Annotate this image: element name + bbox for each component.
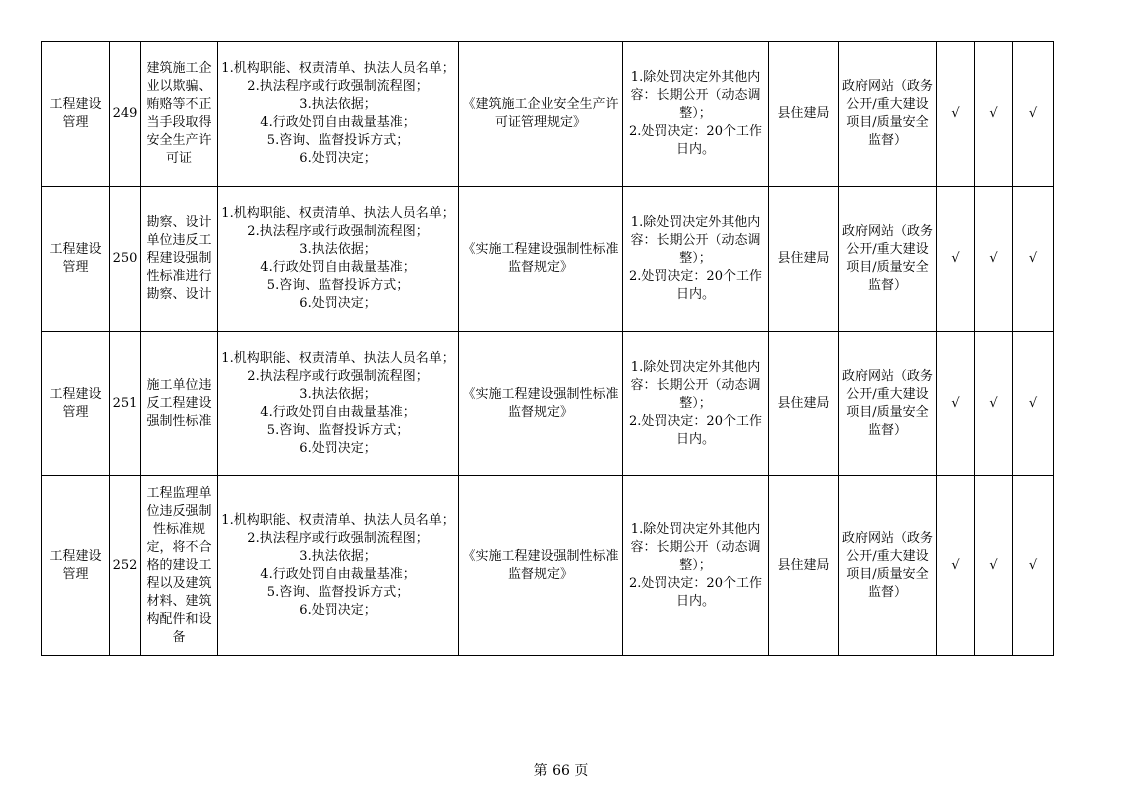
subject-cell: 县住建局 <box>769 42 839 187</box>
content-line: 3.执法依据； <box>299 97 377 112</box>
content-line: 6.处罚决定； <box>299 602 377 618</box>
period-line: 2.处罚决定：20个工作日内。 <box>629 124 762 157</box>
content-line: 2.执法程序或行政强制流程图； <box>247 224 429 239</box>
table-row <box>42 476 1054 656</box>
content-line: 3.执法依据； <box>299 386 377 402</box>
check-cell: √ <box>975 187 1013 332</box>
number-cell: 251 <box>110 332 141 476</box>
period-line: 1.除处罚决定外其他内容：长期公开（动态调整）； <box>630 215 761 266</box>
category-cell: 工程建设管理 <box>42 476 110 656</box>
period-line: 2.处罚决定：20个工作日内。 <box>629 413 762 447</box>
subject-cell: 县住建局 <box>769 187 839 332</box>
channel-cell: 政府网站（政务公开/重大建设项目/质量安全监督） <box>839 476 937 656</box>
period-cell <box>623 476 769 656</box>
table-row <box>42 332 1054 476</box>
subject-cell: 县住建局 <box>769 476 839 656</box>
basis-cell: 《实施工程建设强制性标准监督规定》 <box>459 332 623 476</box>
item-cell: 建筑施工企业以欺骗、贿赂等不正当手段取得安全生产许可证 <box>141 42 218 187</box>
number-cell: 250 <box>110 187 141 332</box>
channel-cell: 政府网站（政务公开/重大建设项目/质量安全监督） <box>839 42 937 187</box>
period-cell <box>623 42 769 187</box>
check-cell: √ <box>937 42 975 187</box>
item-cell: 施工单位违反工程建设强制性标准 <box>141 332 218 476</box>
content-line: 5.咨询、监督投诉方式； <box>266 584 410 600</box>
content-line: 1.机构职能、权责清单、执法人员名单； <box>221 206 455 221</box>
disclosure-table <box>41 41 1054 656</box>
table-row <box>42 42 1054 187</box>
check-cell: √ <box>1013 476 1054 656</box>
content-line: 1.机构职能、权责清单、执法人员名单； <box>221 61 455 76</box>
content-line: 3.执法依据； <box>299 242 377 257</box>
basis-cell: 《实施工程建设强制性标准监督规定》 <box>459 476 623 656</box>
number-cell: 249 <box>110 42 141 187</box>
channel-cell: 政府网站（政务公开/重大建设项目/质量安全监督） <box>839 187 937 332</box>
item-cell: 勘察、设计单位违反工程建设强制性标准进行勘察、设计 <box>141 187 218 332</box>
table-row <box>42 187 1054 332</box>
page-number: 第 66 页 <box>533 763 589 779</box>
content-cell <box>218 332 459 476</box>
content-line: 5.咨询、监督投诉方式； <box>266 422 410 438</box>
check-cell: √ <box>937 476 975 656</box>
check-cell: √ <box>975 42 1013 187</box>
content-line: 6.处罚决定； <box>299 151 377 166</box>
category-cell: 工程建设管理 <box>42 332 110 476</box>
period-line: 1.除处罚决定外其他内容：长期公开（动态调整）； <box>630 521 761 573</box>
content-cell <box>218 476 459 656</box>
check-cell: √ <box>975 476 1013 656</box>
period-line: 2.处罚决定：20个工作日内。 <box>629 575 762 609</box>
content-line: 4.行政处罚自由裁量基准； <box>260 404 416 420</box>
content-line: 6.处罚决定； <box>299 296 377 311</box>
check-cell: √ <box>937 332 975 476</box>
channel-cell: 政府网站（政务公开/重大建设项目/质量安全监督） <box>839 332 937 476</box>
content-line: 4.行政处罚自由裁量基准； <box>260 260 416 275</box>
subject-cell: 县住建局 <box>769 332 839 476</box>
check-cell: √ <box>1013 42 1054 187</box>
content-line: 3.执法依据； <box>299 548 377 564</box>
basis-cell: 《建筑施工企业安全生产许可证管理规定》 <box>459 42 623 187</box>
period-cell <box>623 332 769 476</box>
period-line: 1.除处罚决定外其他内容：长期公开（动态调整）； <box>630 70 761 121</box>
category-cell: 工程建设管理 <box>42 187 110 332</box>
basis-cell: 《实施工程建设强制性标准监督规定》 <box>459 187 623 332</box>
content-line: 4.行政处罚自由裁量基准； <box>260 566 416 582</box>
period-line: 2.处罚决定：20个工作日内。 <box>629 269 762 302</box>
check-cell: √ <box>1013 332 1054 476</box>
content-line: 6.处罚决定； <box>299 440 377 456</box>
period-line: 1.除处罚决定外其他内容：长期公开（动态调整）； <box>630 359 761 411</box>
content-line: 1.机构职能、权责清单、执法人员名单； <box>221 350 455 366</box>
check-cell: √ <box>1013 187 1054 332</box>
check-cell: √ <box>975 332 1013 476</box>
item-cell: 工程监理单位违反强制性标准规定，将不合格的建设工程以及建筑材料、建筑构配件和设备 <box>141 476 218 656</box>
category-cell: 工程建设管理 <box>42 42 110 187</box>
content-line: 4.行政处罚自由裁量基准； <box>260 115 416 130</box>
number-cell: 252 <box>110 476 141 656</box>
content-line: 2.执法程序或行政强制流程图； <box>247 79 429 94</box>
period-cell <box>623 187 769 332</box>
content-cell <box>218 187 459 332</box>
content-line: 2.执法程序或行政强制流程图； <box>247 368 429 384</box>
content-line: 5.咨询、监督投诉方式； <box>266 133 410 148</box>
content-line: 5.咨询、监督投诉方式； <box>266 278 410 293</box>
content-cell <box>218 42 459 187</box>
content-line: 2.执法程序或行政强制流程图； <box>247 530 429 546</box>
content-line: 1.机构职能、权责清单、执法人员名单； <box>221 512 455 528</box>
check-cell: √ <box>937 187 975 332</box>
